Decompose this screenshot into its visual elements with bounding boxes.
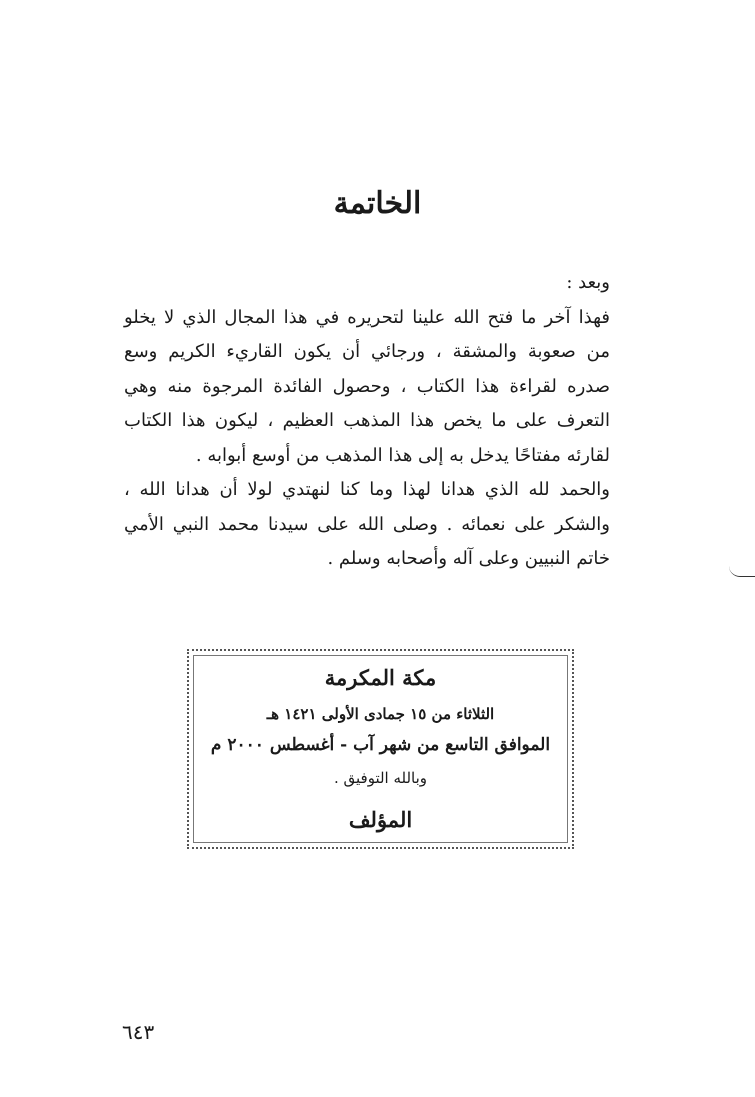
signature-date-hijri: الثلاثاء من ١٥ جمادى الأولى ١٤٢١ هـ <box>266 705 495 723</box>
signature-box <box>187 649 574 849</box>
paragraph-1: فهذا آخر ما فتح الله علينا لتحريره في هذا المجال الذي لا يخلو من صعوبة والمشقة ، ورجائي أن يكون القاريء الكريم وسع صدره لقراءة هذا الكتاب ، وحصول الفائدة المرجوة منه وهي التعرف على ما يخص هذا المذهب العظيم ، ليكون هذا الكتاب لقارئه مفتاحًا يدخل به إلى هذا المذهب من أوسع أبوابه . <box>124 306 610 466</box>
signature-closing: وبالله التوفيق . <box>333 769 428 787</box>
body-text <box>124 266 610 577</box>
signature-place: مكة المكرمة <box>324 665 437 690</box>
signature-date-gregorian: الموافق التاسع من شهر آب - أغسطس ٢٠٠٠ م <box>210 735 551 755</box>
paragraph-2: والحمد لله الذي هدانا لهذا وما كنا لنهتدي لولا أن هدانا الله ، والشكر على نعمائه . وصلى الله على سيدنا محمد النبي الأمي خاتم النبيين وعلى آله وأصحابه وسلم . <box>124 479 610 569</box>
intro-line: وبعد : <box>566 272 610 293</box>
page-number: ٦٤٣ <box>122 1020 155 1044</box>
scan-artifact-mark <box>729 566 755 577</box>
chapter-title: الخاتمة <box>333 186 422 221</box>
signature-author: المؤلف <box>348 807 413 832</box>
